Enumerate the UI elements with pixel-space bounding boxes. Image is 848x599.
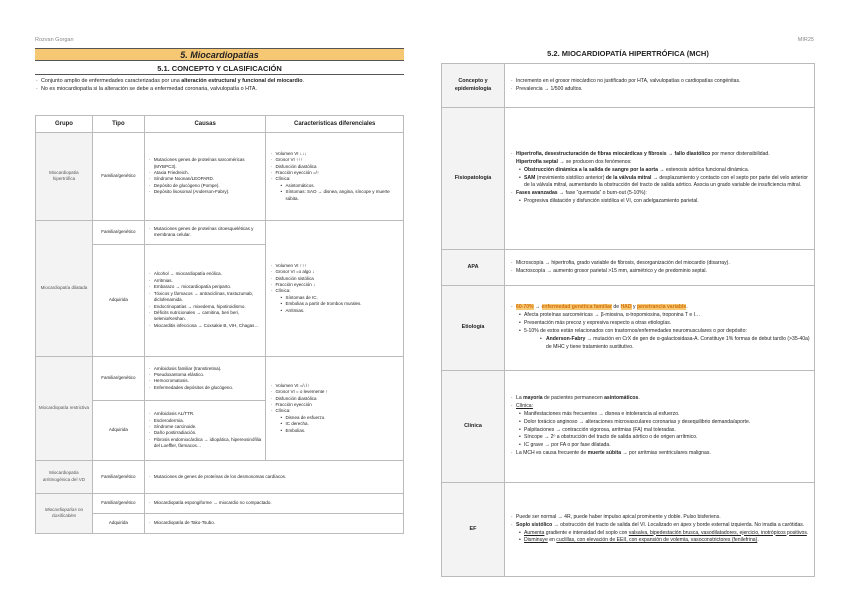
causes-cell: · Alcohol → miocardiopatía enólica. · Arritmias. · Embarazo → miocardiopatía periparto. · Tóxicos y fármacos → antraciclinas, trastuzumab, diclofenamida. · Endocrinopatías → mixedema, hipotiroidismo. · Déficits nutricionales → carnitina, beri beri, selenio/Keshan. · Miocarditis infecciosa → Coxsakie B, VIH, Chagas…: [144, 244, 266, 356]
row-label: EF: [442, 483, 505, 577]
causes-cell: · Mutaciones genes de proteínas citoesqueléticas y membrana celular.: [144, 220, 266, 244]
left-section-title: 5.1. CONCEPTO Y CLASIFICACIÓN: [35, 61, 404, 75]
causes-cell: · Mutaciones de genes de proteínas de los desmosomas cardíacos.: [144, 460, 403, 493]
code-header: MIR25: [797, 37, 814, 43]
classification-table: [35, 115, 404, 534]
mch-table: [441, 63, 815, 577]
row-ef: [442, 483, 815, 577]
type-cell: Familiar/genético: [92, 493, 144, 513]
row-content: · Puede ser normal → 4R, puede haber impulso apical prominente y doble. Pulso bisferiens. · Soplo sistólico → obstrucción del tracto de salida del VI. Localizado en ápex y borde esternal izquierda. No irradia a carótidas. • Aumenta gradiente e intensidad del soplo con valsalva, bipedestación brusca, vasodilatadores, ejercicio, inotrópicos positivos. • Disminuye en cuclillas, con elevación de EEII, con expansión de volemia, vasoconstrictores (fenilefrina).: [505, 483, 815, 577]
chapter-title: 5. Miocardiopatías: [35, 48, 404, 61]
row-dilatada-familiar: [36, 220, 404, 244]
intro-list: [35, 77, 404, 94]
causes-cell: · Miocardiopatía espongiforme → miocardio no compactado.: [144, 493, 403, 513]
right-page: [441, 48, 815, 577]
row-label: APA: [442, 250, 505, 286]
group-cell: Miocardiopatías no clasificables: [36, 493, 93, 533]
row-concepto: [442, 64, 815, 108]
intro-line-2: · No es miocardiopatía si la alteración se debe a enfermedad coronaria, valvulopatía o HTA.: [41, 85, 404, 93]
row-content: · Microscopía → hipertrofia, grado variable de fibrosis, desorganización del miocardio (disarray). · Macroscopía → aumento grosor parietal >15 mm, asimétrico y de predominio septal.: [505, 250, 815, 286]
causes-cell: · Amiloidosis familiar (transtiretina). · Pseudoxantoma elástico. · Hemocromatosis. · Enfermedades depósitos de glucógeno.: [144, 356, 266, 400]
row-content: · 60-70% → enfermedad genética familiar de HAD y penetrancia variable. • Afecta proteínas sarcoméricas → β-miosina, α-tropomiosina, troponina T e I… • Presentación más precoz y expresiva respecto a otras etiologías. • 5-10% de estos están relacionados con trastornos/enfermedades neuromusculares o por depósito: • Anderson-Fabry → mutación en CrX de gen de α-galactosidasa-A. Constituye 1% formas de debut tardío (>35-40a) de MHC y tiene tratamiento sustitutivo.: [505, 286, 815, 371]
chars-cell: · Volumen VI ↓↓↓ · Grosor VI ↑↑↑ · Disfunción diastólica · Fracción eyección =/↑ · Clínica: • Asintomáticos. • Síntomas: SAO → disnea, angina, síncope y muerte súbita.: [266, 132, 404, 220]
causes-cell: · Amiloidosis AL/TTR. · Esclerodermia. · Síndrome carcinoide. · Daño postirradiación. · Fibrosis endomiocárdica → idiopática, hipereosinófilia del Loeffler, fármacos…: [144, 400, 266, 460]
row-label: Clínica: [442, 371, 505, 483]
causes-cell: · Mutaciones genes de proteínas sarcoméricas (MYBPC3). · Ataxia Friedreich. · Síndrome Noonan/LEOPARD. · Depósito de glucógeno (Pompe). · Depósito lisosomal (Anderson-Fabry).: [144, 132, 266, 220]
intro-line-1: · Conjunto amplio de enfermedades caracterizadas por una alteración estructural y funcional del miocardio.: [41, 77, 404, 85]
row-restrictiva-familiar: [36, 356, 404, 400]
right-section-title: 5.2. MIOCARDIOPATÍA HIPERTRÓFICA (MCH): [547, 49, 709, 58]
type-cell: Adquirida: [92, 400, 144, 460]
row-label: Concepto y epidemiología: [442, 64, 505, 108]
row-label: Fisiopatología: [442, 108, 505, 250]
row-hipertrofica: [36, 132, 404, 220]
row-no-clasificables-familiar: [36, 493, 404, 513]
col-header-causes: Causas: [144, 115, 266, 132]
row-content: · Hipertrofia, desestructuración de fibras miocárdicas y fibrosis → fallo diastólico por menor distensibilidad. Hipertrofia septal → se producen dos fenómenos: • Obstrucción dinámica a la salida de sangre por la aorta → estenosis aórtica funcional dinámica. • SAM (movimiento sistólico anterior) de la válvula mitral → desplazamiento y contacto con el septo por parte del velo anterior de la válvula mitral, aumentando la obstrucción del tracto de salida aórtico. Asocia un grado variable de insuficiencia mitral. · Fases avanzadas → fase “quemada” o burn-out (5-10%): • Progresiva dilatación y disfunción sistólica el VI, con adelgazamiento parietal.: [505, 108, 815, 250]
col-header-group: Grupo: [36, 115, 93, 132]
causes-cell: · Miocardiopatía de Tako-Tsubo.: [144, 513, 403, 533]
type-cell: Familiar/genético: [92, 220, 144, 244]
row-content: · Incremento en el grosor miocárdico no justificado por HTA, valvulopatías o cardiopatías congénitas. · Prevalencia → 1/500 adultos.: [505, 64, 815, 108]
author-header: Rozvan Gorgan: [35, 37, 74, 43]
row-fisiopatologia: [442, 108, 815, 250]
row-clinica: [442, 371, 815, 483]
type-cell: Familiar/genético: [92, 132, 144, 220]
type-cell: Adquirida: [92, 244, 144, 356]
col-header-type: Tipo: [92, 115, 144, 132]
chars-cell: · Volumen VI =/↓/↑ · Grosor VI = o levemente ↑ · Disfunción diastólica · Fracción eyección · Clínica: • Disnea de esfuerzo. • IC derecha. • Embolias.: [266, 356, 404, 460]
group-cell: Miocardiopatía dilatada: [36, 220, 93, 356]
row-etiologia: [442, 286, 815, 371]
type-cell: Familiar/genético: [92, 460, 144, 493]
type-cell: Adquirida: [92, 513, 144, 533]
col-header-chars: Características diferenciales: [266, 115, 404, 132]
row-apa: [442, 250, 815, 286]
row-content: · La mayoría de pacientes permanecen asintomáticos. · Clínica: • Manifestaciones más frecuentes → disnea e intolerancia al esfuerzo. • Dolor torácico anginoso → alteraciones microvasculares coronarias y desequilibrio demanda/aporte. • Palpitaciones → contracción vigorosa, arritmias (FA) mal toleradas. • Síncope → 2º a obstrucción del tracto de salida aórtico o de origen arrítmico. • IC grave → por FA o por fase dilatada. · La MCH es causa frecuente de muerte súbita → por arritmias ventriculares malignas.: [505, 371, 815, 483]
group-cell: Miocardiopatía arritmogénica del VD: [36, 460, 93, 493]
chars-cell: · Volumen VI ↑↑↑ · Grosor VI =o algo ↓ · Disfunción sistólica · Fracción eyección ↓ · Clínica: • Síntomas de IC. • Embolias a partir de trombos murales. • Arritmias.: [266, 220, 404, 356]
row-arritmogenica: [36, 460, 404, 493]
type-cell: Familiar/genético: [92, 356, 144, 400]
group-cell: Miocardiopatía restrictiva: [36, 356, 93, 460]
left-page: [35, 48, 404, 534]
group-cell: Miocardiopatía hipertrófica: [36, 132, 93, 220]
row-label: Etiología: [442, 286, 505, 371]
